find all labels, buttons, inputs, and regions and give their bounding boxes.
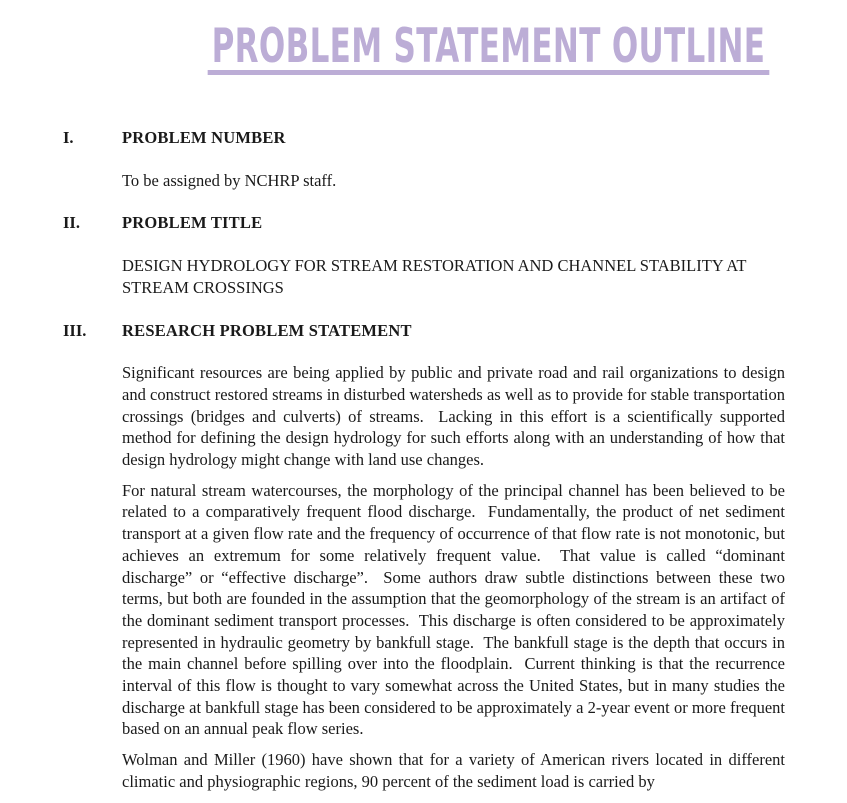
section-body (122, 212, 785, 319)
section-heading: PROBLEM TITLE (122, 213, 263, 233)
section-problem-title (63, 212, 785, 319)
section-numeral: II. (63, 213, 80, 233)
section-body (122, 127, 785, 212)
paragraph: For natural stream watercourses, the morphology of the principal channel has been believed to be related to a comparatively frequent flood discharge. Fundamentally, the product of net sediment transport at a given flow rate and the frequency of occurrence of that flow rate is not monotonic, but achieves an extremum for some relatively frequent value. That value is called “dominant discharge” or “effective discharge”. Some authors draw subtle distinctions between these two terms, but both are founded in the assumption that the geomorphology of the stream is an artifact of the dominant sediment transport processes. This discharge is often considered to be approximately represented in hydraulic geometry by bankfull stage. The bankfull stage is the depth that occurs in the main channel before spilling over into the floodplain. Current thinking is that the recurrence interval of this flow is thought to vary somewhat across the United States, but in many studies the discharge at bankfull stage has been considered to be approximately a 2-year event or more frequent based on an annual peak flow series. (122, 480, 790, 739)
document-title (63, 19, 785, 78)
section-research-problem-statement (63, 320, 790, 802)
document-title-text: PROBLEM STATEMENT OUTLINE (208, 26, 770, 75)
outline (63, 127, 790, 802)
section-numeral: III. (63, 320, 87, 340)
section-body (122, 320, 790, 802)
paragraph: DESIGN HYDROLOGY FOR STREAM RESTORATION AND CHANNEL STABILITY AT STREAM CROSSINGS (122, 256, 751, 297)
paragraph: Wolman and Miller (1960) have shown that for a variety of American rivers located in different climatic and physiographic regions, 90 percent of the sediment load is carried by (122, 750, 790, 791)
section-numeral: I. (63, 128, 74, 147)
section-heading: PROBLEM NUMBER (122, 128, 286, 147)
section-heading: RESEARCH PROBLEM STATEMENT (122, 320, 412, 340)
paragraph: Significant resources are being applied by public and private road and rail organizations to design and construct restored streams in disturbed watersheds as well as to provide for stable transportation crossings (bridges and culverts) of streams. Lacking in this effort is a scientifically supported method for defining the design hydrology for such efforts along with an understanding of how that design hydrology might change with land use changes. (122, 363, 790, 470)
paragraph: To be assigned by NCHRP staff. (122, 170, 337, 190)
section-problem-number (63, 127, 785, 212)
document-page (0, 19, 847, 803)
